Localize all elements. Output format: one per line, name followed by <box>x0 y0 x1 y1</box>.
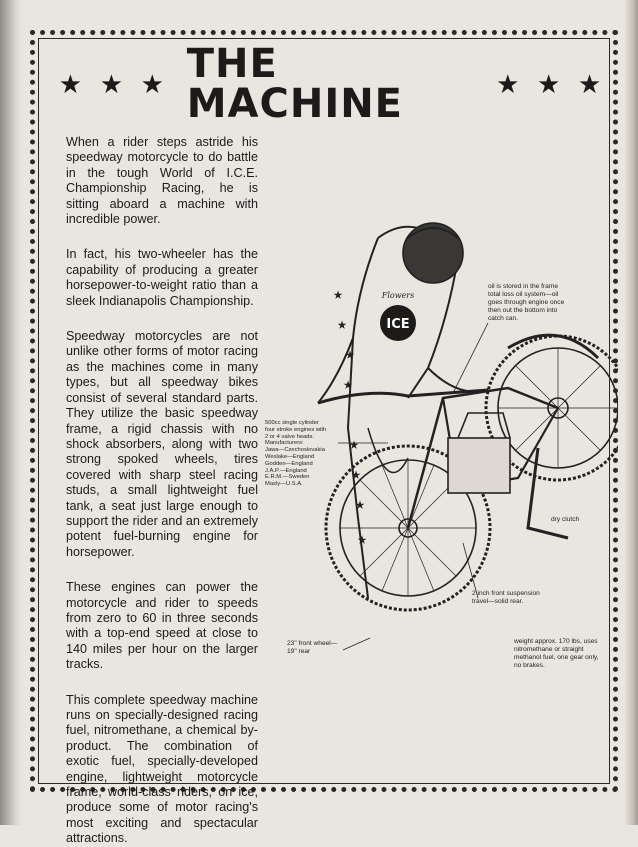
svg-text:★: ★ <box>356 500 365 510</box>
paragraph: When a rider steps astride his speedway motorcycle to do battle in the tough World of I.C.E. Championship Racing, he is sitting aboard a machine with incredible power. <box>66 135 258 227</box>
paragraph: This complete speedway machine runs on specially-designed racing fuel, nitromethane, a chemical by-product. The combination of exotic fuel, specially-developed engine, lightweight motorcycle frame, world-class riders, on ice, produce some of motor racing's most exciting and spectacular attractions. <box>66 692 258 846</box>
caption-weight: weight approx. 170 lbs, uses nitromethane or straight methanol fuel, one gear only, no brakes. <box>514 638 599 669</box>
svg-text:★: ★ <box>346 350 355 360</box>
page-title: THE MACHINE <box>186 41 403 127</box>
caption-suspension: 2 inch front suspension travel—solid rear. <box>472 590 540 605</box>
paragraph: Speedway motorcycles are not unlike other forms of motor racing as the machines come in many types, but all speedway bikes consist of several standard parts. They utilize the basic speedway frame, a rigid chassis with no shock absorbers, along with two strong spoked wheels, tires covered with sharp steel racing studs, a small lightweight fuel tank, a seat just large enough to support the rider and an extremely potent fuel-burning engine for horsepower. <box>66 329 258 559</box>
svg-text:★: ★ <box>338 320 347 330</box>
star-icon: ★ <box>496 69 520 99</box>
caption-oil: oil is stored in the frame total loss oil system—oil goes through engine once then out the bottom into catch can. <box>488 283 565 322</box>
caption-wheel: 23" front wheel— 19" rear <box>287 640 338 655</box>
svg-text:★: ★ <box>358 535 367 545</box>
svg-text:★: ★ <box>352 470 361 480</box>
article-text <box>66 135 258 847</box>
page-edge <box>624 0 638 825</box>
star-icon: ★ <box>140 69 164 99</box>
caption-clutch: dry clutch <box>551 516 580 523</box>
paragraph: These engines can power the motorcycle and rider to speeds from zero to 60 in three seconds with a top-end speed at close to 140 miles per hour on the larger tracks. <box>66 580 258 672</box>
caption-engine: 500cc single cylinder four stroke engines with 2 or 4 valve heads. Manufacturers: Jawa—Czechoslovakia Weslake—England Godden—England J.A.P.—England E.R.M.—Sweden Masly—U.S.A. <box>265 420 327 488</box>
chest-text: Flowers <box>381 291 415 300</box>
ice-badge: ICE <box>386 317 410 332</box>
star-icon: ★ <box>58 69 83 99</box>
binding-shadow <box>0 0 22 825</box>
title-row <box>50 41 610 127</box>
paragraph: In fact, his two-wheeler has the capability of producing a greater horsepower-to-weight ratio than a sleek Indianapolis Championship. <box>66 247 258 308</box>
star-icon: ★ <box>99 69 124 99</box>
star-icon: ★ <box>537 69 561 99</box>
svg-text:★: ★ <box>350 440 359 450</box>
svg-text:★: ★ <box>344 380 353 390</box>
star-icon: ★ <box>577 69 602 99</box>
svg-text:★: ★ <box>334 290 343 300</box>
